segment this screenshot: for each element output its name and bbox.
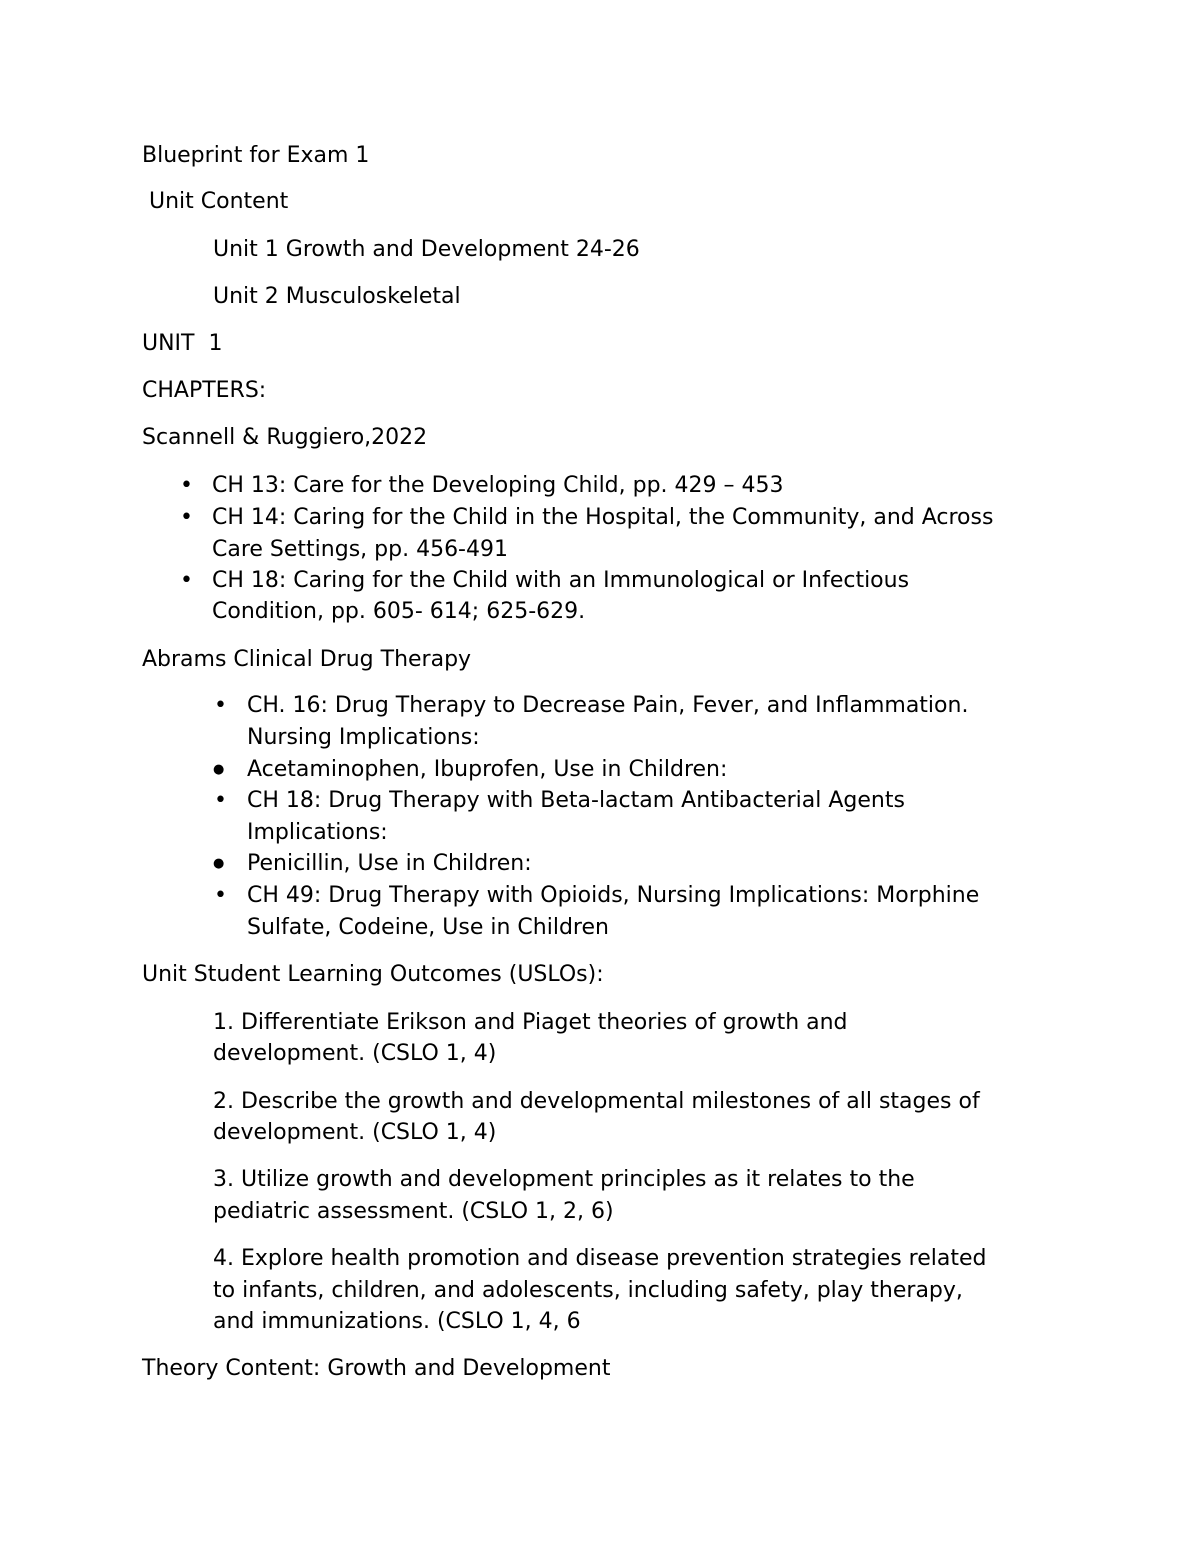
document-title: Blueprint for Exam 1 [142, 143, 370, 168]
abrams-heading: Abrams Clinical Drug Therapy [142, 647, 472, 672]
scannell-item: CH 18: Caring for the Child with an Immunological or Infectious [212, 568, 910, 593]
chapters-label: CHAPTERS: [142, 378, 267, 403]
uslo-item-continued: development. (CSLO 1, 4) [213, 1120, 497, 1145]
bullet-icon [213, 754, 224, 789]
scannell-item: CH 13: Care for the Developing Child, pp. 429 – 453 [212, 473, 784, 498]
scannell-item: CH 14: Caring for the Child in the Hospital, the Community, and Across [212, 505, 994, 530]
abrams-item: CH 18: Drug Therapy with Beta-lactam Antibacterial Agents [247, 788, 905, 813]
bullet-icon [214, 690, 227, 722]
bullet-icon [214, 880, 227, 912]
abrams-item: CH. 16: Drug Therapy to Decrease Pain, Fever, and Inflammation. [247, 693, 969, 718]
uslo-item: 3. Utilize growth and development principles as it relates to the [213, 1167, 915, 1192]
uslos-heading: Unit Student Learning Outcomes (USLOs): [142, 962, 604, 987]
scannell-heading: Scannell & Ruggiero,2022 [142, 425, 428, 450]
bullet-icon [213, 848, 224, 883]
uslo-item-continued: development. (CSLO 1, 4) [213, 1041, 497, 1066]
uslo-item-continued: and immunizations. (CSLO 1, 4, 6 [213, 1309, 581, 1334]
abrams-item-continued: Implications: [247, 820, 388, 845]
uslo-item-continued: pediatric assessment. (CSLO 1, 2, 6) [213, 1199, 614, 1224]
abrams-item: CH 49: Drug Therapy with Opioids, Nursing Implications: Morphine [247, 883, 980, 908]
theory-heading: Theory Content: Growth and Development [142, 1356, 611, 1381]
unit-content-heading: Unit Content [149, 189, 289, 214]
abrams-item-continued: Sulfate, Codeine, Use in Children [247, 915, 609, 940]
abrams-item: Acetaminophen, Ibuprofen, Use in Children: [247, 757, 728, 782]
uslo-item: 4. Explore health promotion and disease prevention strategies related [213, 1246, 987, 1271]
scannell-item-continued: Care Settings, pp. 456-491 [212, 537, 508, 562]
uslo-item-continued: to infants, children, and adolescents, including safety, play therapy, [213, 1278, 963, 1303]
unit-content-item: Unit 2 Musculoskeletal [213, 284, 461, 309]
bullet-icon [180, 470, 193, 502]
scannell-item-continued: Condition, pp. 605- 614; 625-629. [212, 599, 586, 624]
uslo-item: 1. Differentiate Erikson and Piaget theories of growth and [213, 1010, 848, 1035]
uslo-item: 2. Describe the growth and developmental milestones of all stages of [213, 1089, 980, 1114]
abrams-item-continued: Nursing Implications: [247, 725, 480, 750]
bullet-icon [214, 785, 227, 817]
unit-label: UNIT 1 [142, 331, 223, 356]
bullet-icon [180, 502, 193, 534]
unit-content-item: Unit 1 Growth and Development 24-26 [213, 237, 640, 262]
abrams-item: Penicillin, Use in Children: [247, 851, 532, 876]
bullet-icon [180, 565, 193, 597]
